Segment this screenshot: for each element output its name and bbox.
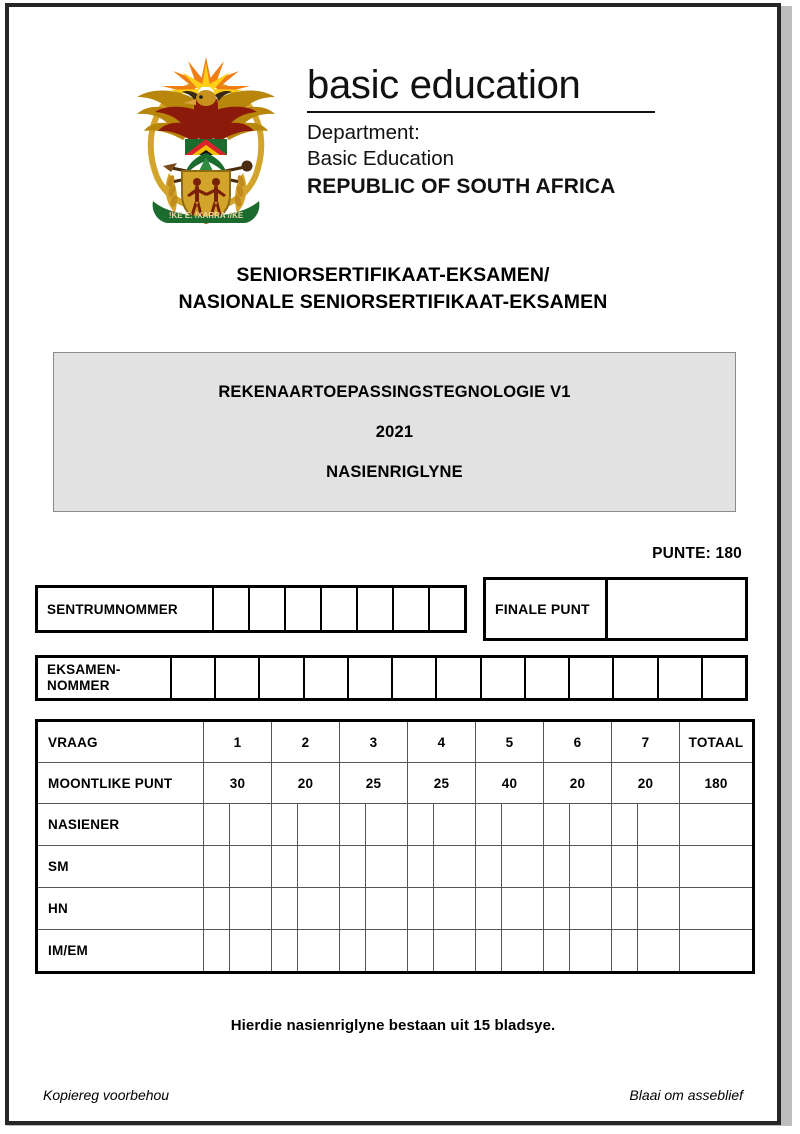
exam-number-cell[interactable] bbox=[568, 658, 612, 698]
sm-cell-q2[interactable] bbox=[272, 846, 340, 888]
sm-cell-q3[interactable] bbox=[340, 846, 408, 888]
possible-mark-3: 25 bbox=[340, 763, 408, 804]
possible-mark-1: 30 bbox=[204, 763, 272, 804]
centre-number-label: SENTRUMNOMMER bbox=[47, 601, 178, 617]
table-row-possible-marks bbox=[37, 763, 754, 804]
exam-number-cell[interactable] bbox=[524, 658, 568, 698]
question-header-2: 2 bbox=[272, 721, 340, 763]
nasiener-cell-q1[interactable] bbox=[204, 804, 272, 846]
nasiener-cell-q2[interactable] bbox=[272, 804, 340, 846]
centre-number-cell[interactable] bbox=[428, 588, 464, 630]
final-mark-label: FINALE PUNT bbox=[486, 580, 608, 638]
exam-number-cell[interactable] bbox=[214, 658, 258, 698]
sm-cell-q4[interactable] bbox=[408, 846, 476, 888]
nasiener-cell-total[interactable] bbox=[680, 804, 754, 846]
possible-mark-2: 20 bbox=[272, 763, 340, 804]
im-em-cell-q7[interactable] bbox=[612, 930, 680, 973]
marks-summary-table bbox=[35, 719, 755, 974]
centre-number-cell[interactable] bbox=[284, 588, 320, 630]
total-header: TOTAAL bbox=[680, 721, 754, 763]
department-label: Department: bbox=[307, 120, 420, 144]
page-footer bbox=[43, 1087, 743, 1103]
hn-cell-total[interactable] bbox=[680, 888, 754, 930]
exam-paper-page bbox=[5, 3, 781, 1125]
im-em-cell-q3[interactable] bbox=[340, 930, 408, 973]
copyright-notice: Kopiereg voorbehou bbox=[43, 1087, 170, 1103]
row-label-im-em: IM/EM bbox=[37, 930, 204, 973]
centre-number-cell[interactable] bbox=[320, 588, 356, 630]
sm-cell-q5[interactable] bbox=[476, 846, 544, 888]
subject-name: REKENAARTOEPASSINGSTEGNOLOGIE V1 bbox=[218, 382, 571, 401]
marks-total-label: PUNTE: 180 bbox=[652, 545, 742, 562]
sm-cell-q7[interactable] bbox=[612, 846, 680, 888]
centre-number-cell[interactable] bbox=[392, 588, 428, 630]
possible-mark-4: 25 bbox=[408, 763, 476, 804]
brand-block bbox=[307, 45, 659, 200]
row-label-moontlike-punt: MOONTLIKE PUNT bbox=[37, 763, 204, 804]
hn-cell-q7[interactable] bbox=[612, 888, 680, 930]
nasiener-cell-q7[interactable] bbox=[612, 804, 680, 846]
row-label-nasiener: NASIENER bbox=[37, 804, 204, 846]
question-header-1: 1 bbox=[204, 721, 272, 763]
exam-number-cell[interactable] bbox=[612, 658, 656, 698]
nasiener-cell-q3[interactable] bbox=[340, 804, 408, 846]
exam-number-label bbox=[38, 658, 170, 698]
possible-mark-5: 40 bbox=[476, 763, 544, 804]
row-label-vraag: VRAAG bbox=[37, 721, 204, 763]
brand-title: basic education bbox=[307, 63, 581, 107]
exam-number-cell[interactable] bbox=[701, 658, 745, 698]
exam-number-cell[interactable] bbox=[657, 658, 701, 698]
centre-number-cell[interactable] bbox=[212, 588, 248, 630]
table-row-sm bbox=[37, 846, 754, 888]
im-em-cell-q4[interactable] bbox=[408, 930, 476, 973]
question-header-7: 7 bbox=[612, 721, 680, 763]
document-header bbox=[9, 45, 777, 225]
sm-cell-q1[interactable] bbox=[204, 846, 272, 888]
exam-number-label-line-2: NOMMER bbox=[47, 678, 110, 693]
possible-mark-6: 20 bbox=[544, 763, 612, 804]
hn-cell-q6[interactable] bbox=[544, 888, 612, 930]
department-name: Basic Education bbox=[307, 147, 455, 171]
question-header-5: 5 bbox=[476, 721, 544, 763]
exam-number-cell[interactable] bbox=[435, 658, 479, 698]
hn-cell-q2[interactable] bbox=[272, 888, 340, 930]
exam-number-label-line-1: EKSAMEN- bbox=[47, 661, 121, 677]
south-african-coat-of-arms-icon bbox=[127, 45, 285, 225]
centre-number-cell[interactable] bbox=[248, 588, 284, 630]
question-header-4: 4 bbox=[408, 721, 476, 763]
exam-year: 2021 bbox=[375, 422, 414, 441]
centre-number-field[interactable] bbox=[35, 585, 467, 633]
im-em-cell-q6[interactable] bbox=[544, 930, 612, 973]
exam-number-cell[interactable] bbox=[258, 658, 302, 698]
coat-of-arms-motto-text: !KE E: /XARRA //KE bbox=[168, 211, 244, 220]
sm-cell-total[interactable] bbox=[680, 846, 754, 888]
exam-number-cell[interactable] bbox=[347, 658, 391, 698]
exam-heading-line-1: SENIORSERTIFIKAAT-EKSAMEN/ bbox=[236, 264, 550, 286]
hn-cell-q4[interactable] bbox=[408, 888, 476, 930]
im-em-cell-total[interactable] bbox=[680, 930, 754, 973]
brand-divider bbox=[307, 111, 655, 113]
hn-cell-q1[interactable] bbox=[204, 888, 272, 930]
exam-number-cell[interactable] bbox=[480, 658, 524, 698]
im-em-cell-q2[interactable] bbox=[272, 930, 340, 973]
possible-mark-total: 180 bbox=[680, 763, 754, 804]
table-row-question-header bbox=[37, 721, 754, 763]
possible-mark-7: 20 bbox=[612, 763, 680, 804]
question-header-3: 3 bbox=[340, 721, 408, 763]
page-count-note: Hierdie nasienriglyne bestaan uit 15 bladsye. bbox=[230, 1017, 556, 1034]
centre-number-cell[interactable] bbox=[356, 588, 392, 630]
turn-over-notice: Blaai om asseblief bbox=[629, 1087, 743, 1103]
exam-number-field[interactable] bbox=[35, 655, 748, 701]
row-label-sm: SM bbox=[37, 846, 204, 888]
nasiener-cell-q4[interactable] bbox=[408, 804, 476, 846]
exam-number-cell[interactable] bbox=[303, 658, 347, 698]
table-row-nasiener bbox=[37, 804, 754, 846]
final-mark-value[interactable] bbox=[608, 580, 745, 638]
table-row-im-em bbox=[37, 930, 754, 973]
document-type: NASIENRIGLYNE bbox=[326, 462, 463, 481]
row-label-hn: HN bbox=[37, 888, 204, 930]
exam-number-cells[interactable] bbox=[170, 658, 745, 698]
nasiener-cell-q5[interactable] bbox=[476, 804, 544, 846]
sm-cell-q6[interactable] bbox=[544, 846, 612, 888]
hn-cell-q3[interactable] bbox=[340, 888, 408, 930]
im-em-cell-q1[interactable] bbox=[204, 930, 272, 973]
centre-number-cells[interactable] bbox=[212, 588, 464, 630]
subject-panel bbox=[53, 352, 736, 512]
im-em-cell-q5[interactable] bbox=[476, 930, 544, 973]
exam-heading bbox=[9, 262, 777, 316]
table-row-hn bbox=[37, 888, 754, 930]
exam-number-cell[interactable] bbox=[391, 658, 435, 698]
country-name: REPUBLIC OF SOUTH AFRICA bbox=[307, 174, 616, 198]
exam-number-cell[interactable] bbox=[170, 658, 214, 698]
nasiener-cell-q6[interactable] bbox=[544, 804, 612, 846]
hn-cell-q5[interactable] bbox=[476, 888, 544, 930]
question-header-6: 6 bbox=[544, 721, 612, 763]
exam-heading-line-2: NASIONALE SENIORSERTIFIKAAT-EKSAMEN bbox=[178, 290, 608, 313]
final-mark-field[interactable] bbox=[483, 577, 748, 641]
